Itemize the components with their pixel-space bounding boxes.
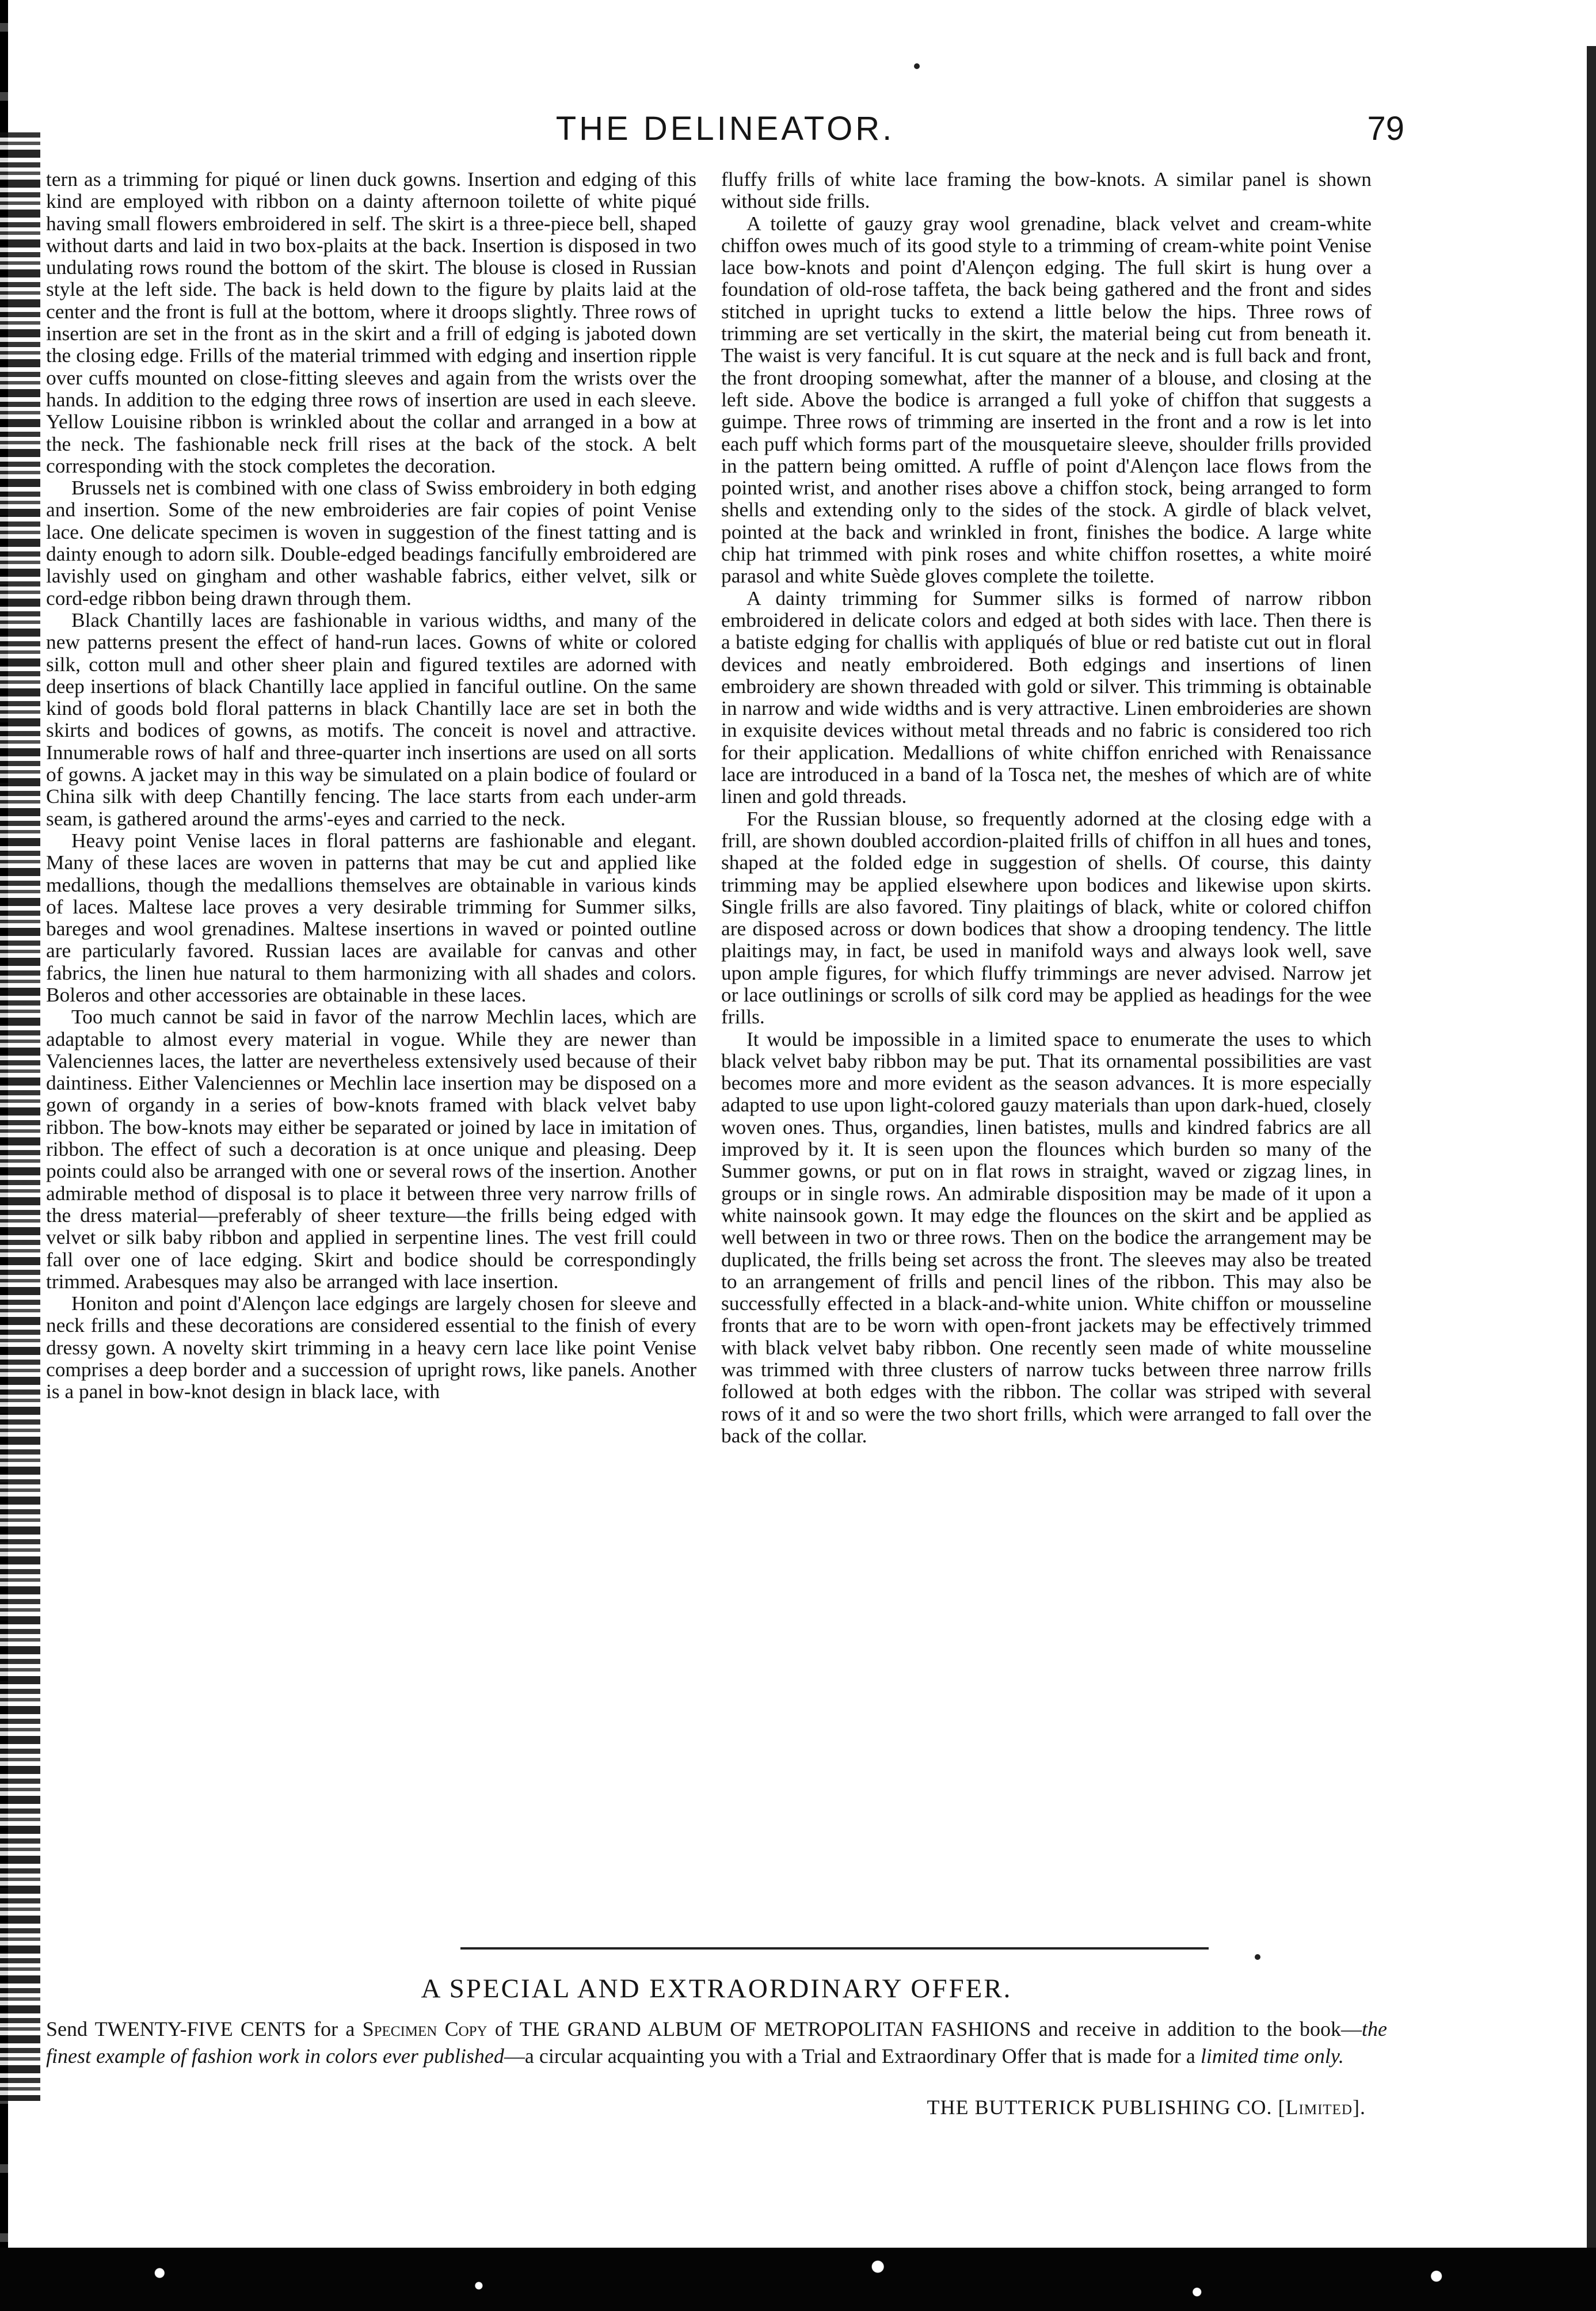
paragraph: fluffy frills of white lace framing the bow-knots. A similar panel is shown without side frills.	[721, 168, 1372, 213]
paragraph: Too much cannot be said in favor of the narrow Mechlin laces, which are adaptable to almost every material in vogue. While they are newer than Valenciennes laces, the latter are nevertheless extensively used because of their daintiness. Either Valenciennes or Mechlin lace insertion may be disposed on a gown of organdy in a series of bow-knots framed with black velvet baby ribbon. The bow-knots may either be separated or joined by lace in imitation of ribbon. The effect of such a decoration is at once unique and pleasing. Deep points could also be arranged with one or several rows of the insertion. Another admirable method of disposal is to place it between three very narrow frills of the dress material—preferably of sheer texture—the frills being edged with velvet or silk baby ribbon and applied in serpentine lines. The vest frill could fall over one of lace edging. Skirt and bodice should be correspondingly trimmed. Arabesques may also be arranged with lace insertion.	[46, 1005, 696, 1293]
section-divider	[460, 1947, 1209, 1950]
offer-text-part: of THE GRAND ALBUM OF METROPOLITAN FASHIONS and receive in addition to the book—	[487, 2017, 1362, 2040]
publisher-suffix: [Limited].	[1278, 2096, 1366, 2119]
paragraph: Black Chantilly laces are fashionable in various widths, and many of the new patterns present the effect of hand-run laces. Gowns of white or colored silk, cotton mull and other sheer plain and figured textiles are adorned with deep insertions of black Chantilly lace applied in fanciful outline. On the same kind of goods bold floral patterns in black Chantilly lace are set in both the skirts and bodices of gowns, as motifs. The conceit is novel and attractive. Innumerable rows of half and three-quarter inch insertions are used on all sorts of gowns. A jacket may in this way be simulated on a plain bodice of foulard or China silk with deep Chantilly fencing. The lace starts from each under-arm seam, is gathered around the arms'-eyes and carried to the neck.	[46, 608, 696, 830]
paragraph: Honiton and point d'Alençon lace edgings are largely chosen for sleeve and neck frills and these decorations are considered essential to the finish of every dressy gown. A novelty skirt trimming in a heavy cern lace like point Venise comprises a deep border and a succession of upright rows, like panels. Another is a panel in bow-knot design in black lace, with	[46, 1292, 696, 1403]
paragraph: For the Russian blouse, so frequently adorned at the closing edge with a frill, are shown doubled accordion-plaited frills of chiffon in all hues and tones, shaped at the folded edge in suggestion of shells. Of course, this dainty trimming may be applied elsewhere upon bodices and likewise upon skirts. Single frills are also favored. Tiny plaitings of black, white or colored chiffon are disposed across or down bodices that show a drooping tendency. The little plaitings may, in fact, be used in manifold ways and always look well, save upon ample figures, for which fluffy trimmings are never advised. Narrow jet or lace outlinings or scrolls of silk cord may be applied as headings for the wee frills.	[721, 806, 1372, 1029]
offer-text-part: Send TWENTY-FIVE CENTS for a	[46, 2017, 363, 2040]
paragraph: Heavy point Venise laces in floral patterns are fashionable and elegant. Many of these laces are woven in patterns that may be cut and applied like medallions, though the medallions themselves are obtainable in various kinds of laces. Maltese lace proves a very desirable trimming for Summer silks, bareges and wool grenadines. Maltese insertions in waved or pointed outline are particularly favored. Russian laces are available for canvas and other fabrics, the linen hue natural to them harmonizing with all shades and colors. Boleros and other accessories are obtainable in these laces.	[46, 828, 696, 1006]
paragraph: A toilette of gauzy gray wool grenadine, black velvet and cream-white chiffon owes much of its good style to a trimming of cream-white point Venise lace bow-knots and point d'Alençon edging. The full skirt is hung over a foundation of old-rose taffeta, the back being gathered and the front and sides stitched in upright tucks to extend a little below the hips. Three rows of trimming are set vertically in the skirt, the material being cut from beneath it. The waist is very fanciful. It is cut square at the neck and is full back and front, the front drooping somewhat, after the manner of a blouse, and closing at the left side. Above the bodice is arranged a full yoke of chiffon that suggests a guimpe. Three rows of trimming are inserted in the front and a row is let into each puff which forms part of the mousquetaire sleeve, shoulder frills provided in the pattern being omitted. A ruffle of point d'Alençon lace flows from the pointed wrist, and another rises above a chiffon stock, being arranged to form shells and extending only to the sides of the stock. A girdle of black velvet, pointed at the back and wrinkled in front, finishes the bodice. A large white chip hat trimmed with pink roses and white chiffon rosettes, a white moiré parasol and white Suède gloves complete the toilette.	[721, 211, 1372, 588]
right-column	[721, 168, 1372, 1906]
page-number: 79	[1367, 110, 1404, 147]
publisher-name: THE BUTTERICK PUBLISHING CO.	[927, 2096, 1273, 2119]
left-column	[46, 168, 696, 1906]
offer-text-emphasis: the finest example of fashion work in colors ever published	[46, 2017, 1387, 2068]
running-title: THE DELINEATOR.	[555, 110, 895, 147]
page-edge	[1581, 46, 1596, 2251]
paragraph: tern as a trimming for piqué or linen duck gowns. Insertion and edging of this kind are employed with ribbon on a dainty afternoon toilette of white piqué having small flowers embroidered in self. The skirt is a three-piece bell, shaped without darts and laid in two box-plaits at the back. Insertion is disposed in two undulating rows round the bottom of the skirt. The blouse is closed in Russian style at the left side. The back is held down to the figure by plaits laid at the center and the front is full at the bottom, where it droops slightly. Three rows of insertion are set in the front as in the skirt and a frill of edging is jaboted down the closing edge. Frills of the material trimmed with edging and insertion ripple over cuffs mounted on close-fitting sleeves and again from the wrists over the hands. In addition to the edging three rows of insertion are used in each sleeve. Yellow Louisine ribbon is wrinkled about the collar and arranged in a bow at the neck. The fashionable neck frill rises at the back of the stock. A belt corresponding with the stock completes the decoration.	[46, 168, 696, 477]
speck	[914, 63, 920, 69]
offer-text-part: —a circular acquainting you with a Trial and Extraordinary Offer that is made for a	[504, 2045, 1201, 2068]
torn-margin	[0, 132, 40, 2101]
paragraph: Brussels net is combined with one class of Swiss embroidery in both edging and insertion. Some of the new embroideries are fair copies of point Venise lace. One delicate specimen is woven in suggestion of the finest tatting and is dainty enough to adorn silk. Double-edged beadings fancifully embroidered are lavishly used on gingham and other washable fabrics, either velvet, silk or cord-edge ribbon being drawn through them.	[46, 476, 696, 610]
paragraph: It would be impossible in a limited space to enumerate the uses to which black velvet baby ribbon may be put. That its ornamental possibilities are vast becomes more and more evident as the season advances. It is more especially adapted to use upon light-colored gauzy materials than upon dark-hued, closely woven ones. Thus, organdies, linen batistes, mulls and kindred fabrics are all improved by it. It is seen upon the flounces which burden so many of the Summer gowns, or put on in flat rows in straight, waved or zigzag lines, in groups or in single rows. An admirable disposition may be made of it upon a white nainsook gown. It may edge the flounces on the skirt and be applied as well between in two or three rows. Then on the bodice the arrangement may be duplicated, the frills being set across the front. The sleeves may also be treated to an arrangement of frills and pencil lines of the ribbon. This may also be successfully effected in a black-and-white union. White chiffon or mousseline fronts that are to be worn with open-front jackets may be effectively trimmed with black velvet baby ribbon. One recently seen made of white mousseline was trimmed with three clusters of narrow tucks between three narrow frills followed at both edges with the ribbon. The collar was striped with several rows of it and so were the two short frills, which were arranged to fall over the back of the collar.	[721, 1027, 1372, 1447]
offer-text-emphasis: limited time only.	[1200, 2045, 1344, 2068]
offer-heading: A SPECIAL AND EXTRAORDINARY OFFER.	[421, 1974, 1012, 2004]
offer-text-specimen: Specimen Copy	[362, 2017, 487, 2040]
publisher-signature	[927, 2095, 1366, 2119]
page-header	[46, 109, 1404, 150]
scan-border	[0, 2248, 1596, 2311]
speck	[1255, 1954, 1260, 1960]
paragraph: A dainty trimming for Summer silks is formed of narrow ribbon embroidered in delicate colors and edged at both sides with lace. Then there is a batiste edging for challis with appliqués of blue or red batiste cut out in floral devices and neatly embroidered. Both edgings and insertions of linen embroidery are shown threaded with gold or silver. This trimming is obtainable in narrow and wide widths and is very attractive. Linen embroideries are shown in exquisite devices without metal threads and no fabric is considered too rich for their application. Medallions of white chiffon enriched with Renaissance lace are introduced in a band of la Tosca net, the meshes of which are of white linen and gold threads.	[721, 586, 1372, 808]
offer-text	[46, 2016, 1387, 2070]
